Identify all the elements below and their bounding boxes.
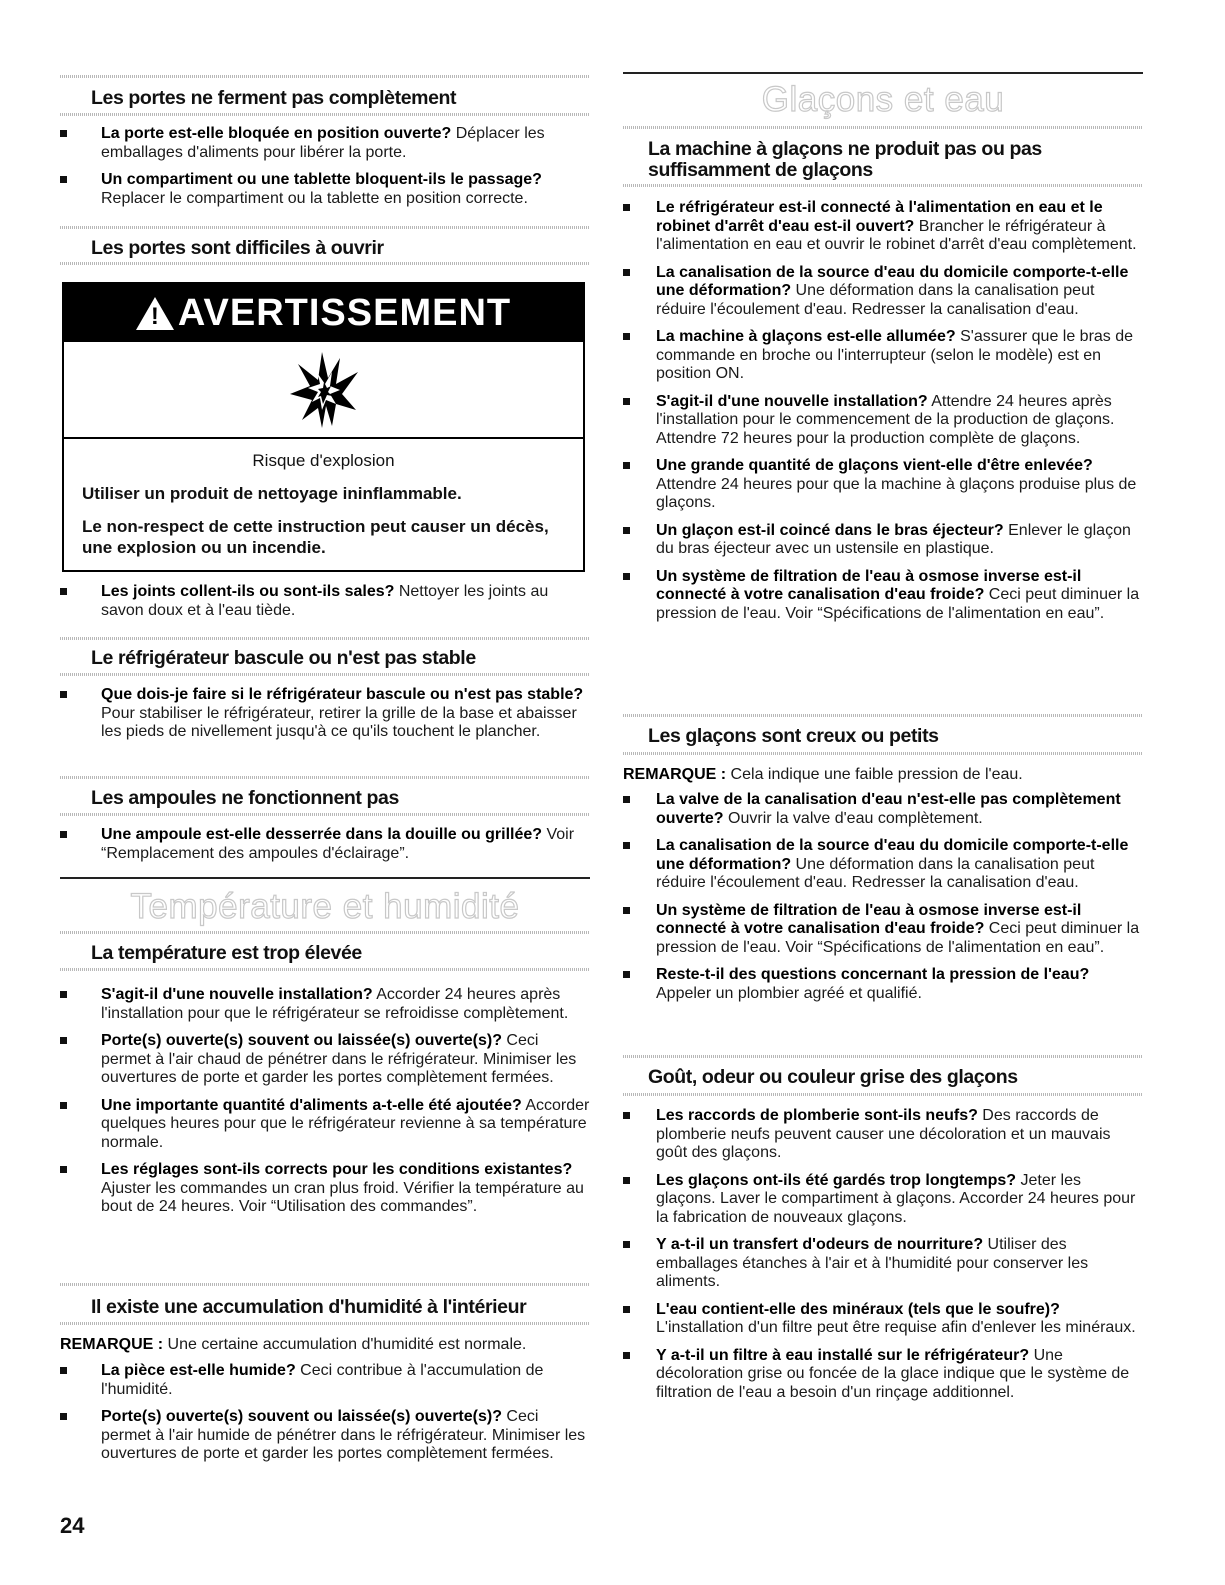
list-item: S'agit-il d'une nouvelle installation? Accorder 24 heures après l'installation pour que le réfrigérateur se refroidisse complètement. [60, 986, 590, 1023]
list-item: Y a-t-il un filtre à eau installé sur le réfrigérateur? Une décoloration grise ou foncée de la glace indique que le système de filtration de l'eau a besoin d'un rinçage additionnel. [623, 1347, 1143, 1403]
section-divider [60, 813, 590, 816]
list-item: La machine à glaçons est-elle allumée? S'assurer que le bras de commande en broche ou l'interrupteur (selon le modèle) est en position ON. [623, 328, 1143, 384]
bullet-icon [623, 1306, 630, 1313]
bullet-icon [60, 176, 67, 183]
warning-banner [64, 284, 583, 342]
bullet-icon [623, 971, 630, 978]
bullet-icon [60, 1367, 67, 1374]
section-divider [60, 226, 590, 229]
bullet-icon [623, 1177, 630, 1184]
section-divider [60, 931, 590, 934]
section-title-ice: Glaçons et eau [761, 80, 1005, 119]
heading-bulbs: Les ampoules ne fonctionnent pas [91, 787, 399, 809]
list-item: Une importante quantité d'aliments a-t-elle été ajoutée? Accorder quelques heures pour que le réfrigérateur revienne à sa température normale. [60, 1097, 590, 1153]
warning-triangle-icon: ! [136, 297, 174, 330]
list-item: Un système de filtration de l'eau à osmose inverse est-il connecté à votre canalisation d'eau froide? Ceci peut diminuer la pression de l'eau. Voir “Spécifications de l'alimentation en eau”. [623, 902, 1143, 958]
heading-fridge-tilts: Le réfrigérateur bascule ou n'est pas stable [91, 647, 476, 669]
bullet-icon [60, 1037, 67, 1044]
page-number: 24 [60, 1513, 85, 1538]
list-temp-too-high [60, 986, 590, 1217]
list-taste-odor [623, 1107, 1143, 1402]
warning-title: AVERTISSEMENT [177, 291, 512, 334]
section-divider [623, 1055, 1143, 1058]
section-divider [623, 1093, 1143, 1096]
bullet-icon [623, 462, 630, 469]
list-item: Reste-t-il des questions concernant la pression de l'eau? Appeler un plombier agréé et qualifié. [623, 966, 1143, 1003]
list-item: La porte est-elle bloquée en position ouverte? Déplacer les emballages d'aliments pour libérer la porte. [60, 125, 590, 162]
list-item: Le réfrigérateur est-il connecté à l'alimentation en eau et le robinet d'arrêt d'eau est-il ouvert? Brancher le réfrigérateur à l'alimentation en eau et ouvrir le robinet d'arrêt d'eau complètement. [623, 199, 1143, 255]
section-rule [623, 72, 1143, 74]
bullet-icon [60, 691, 67, 698]
warning-line: Utiliser un produit de nettoyage ininflammable. [82, 484, 462, 503]
bullet-icon [623, 269, 630, 276]
section-divider [60, 75, 590, 78]
list-item: Les joints collent-ils ou sont-ils sales? Nettoyer les joints au savon doux et à l'eau tiède. [60, 583, 590, 620]
list-item: La canalisation de la source d'eau du domicile comporte-t-elle une déformation? Une déformation dans la canalisation peut réduire l'écoulement d'eau. Redresser la canalisation d'eau. [623, 264, 1143, 320]
list-doors-hard-to-open [60, 583, 590, 620]
bullet-icon [623, 204, 630, 211]
bullet-icon [60, 991, 67, 998]
section-divider [60, 1322, 590, 1325]
list-item: La valve de la canalisation d'eau n'est-elle pas complètement ouverte? Ouvrir la valve d'eau complètement. [623, 791, 1143, 828]
bullet-icon [623, 842, 630, 849]
bullet-icon [60, 130, 67, 137]
bullet-icon [623, 1112, 630, 1119]
section-divider [60, 776, 590, 779]
heading-doors-hard-to-open: Les portes sont difficiles à ouvrir [91, 237, 384, 259]
section-divider [623, 714, 1143, 717]
bullet-icon [60, 831, 67, 838]
heading-humidity: Il existe une accumulation d'humidité à l'intérieur [91, 1296, 527, 1318]
section-rule [60, 877, 590, 879]
list-item: Les glaçons ont-ils été gardés trop longtemps? Jeter les glaçons. Laver le compartiment à glaçons. Accorder 24 heures pour la fabrication de nouveaux glaçons. [623, 1172, 1143, 1228]
section-divider [60, 968, 590, 971]
warning-risk: Risque d'explosion [252, 451, 395, 470]
list-doors-not-closing [60, 125, 590, 208]
section-divider [60, 637, 590, 640]
list-fridge-tilts [60, 686, 590, 742]
bullet-icon [623, 796, 630, 803]
list-item: Une grande quantité de glaçons vient-elle d'être enlevée? Attendre 24 heures pour que la machine à glaçons produise plus de glaçons. [623, 457, 1143, 513]
bullet-icon [60, 1413, 67, 1420]
section-divider [60, 1283, 590, 1286]
section-divider [623, 126, 1143, 129]
note: REMARQUE : Une certaine accumulation d'humidité est normale. [60, 1336, 527, 1353]
bullet-icon [60, 1166, 67, 1173]
list-item: Que dois-je faire si le réfrigérateur bascule ou n'est pas stable? Pour stabiliser le réfrigérateur, retirer la grille de la base et abaisser les pieds de nivellement jusqu'à ce qu'ils touchent le plancher. [60, 686, 590, 742]
list-item: Un glaçon est-il coincé dans le bras éjecteur? Enlever le glaçon du bras éjecteur avec un ustensile en plastique. [623, 522, 1143, 559]
heading-doors-not-closing: Les portes ne ferment pas complètement [91, 87, 457, 109]
list-item: Les réglages sont-ils corrects pour les conditions existantes? Ajuster les commandes un cran plus froid. Vérifier la température au bout de 24 heures. Voir “Utilisation des commandes”. [60, 1161, 590, 1217]
bullet-icon [60, 588, 67, 595]
list-item: La canalisation de la source d'eau du domicile comporte-t-elle une déformation? Une déformation dans la canalisation peut réduire l'écoulement d'eau. Redresser la canalisation d'eau. [623, 837, 1143, 893]
bullet-icon [623, 1352, 630, 1359]
section-divider [623, 184, 1143, 187]
bullet-icon [623, 907, 630, 914]
list-item: Un compartiment ou une tablette bloquent-ils le passage? Replacer le compartiment ou la tablette en position correcte. [60, 171, 590, 208]
section-divider [623, 752, 1143, 755]
heading-hollow-ice: Les glaçons sont creux ou petits [648, 725, 939, 747]
list-item: Y a-t-il un transfert d'odeurs de nourriture? Utiliser des emballages étanches à l'air et à l'humidité pour conserver les aliments. [623, 1236, 1143, 1292]
warning-line: Le non-respect de cette instruction peut causer un décès, une explosion ou un incendie. [82, 517, 549, 557]
section-divider [60, 113, 590, 116]
bullet-icon [623, 573, 630, 580]
bullet-icon [60, 1102, 67, 1109]
bullet-icon [623, 398, 630, 405]
list-item: La pièce est-elle humide? Ceci contribue à l'accumulation de l'humidité. [60, 1362, 590, 1399]
bullet-icon [623, 1241, 630, 1248]
list-hollow-ice [623, 791, 1143, 1003]
note: REMARQUE : Cela indique une faible pression de l'eau. [623, 766, 1023, 783]
list-item: L'eau contient-elle des minéraux (tels que le soufre)? L'installation d'un filtre peut être requise afin d'enlever les minéraux. [623, 1301, 1143, 1338]
section-title-temperature: Température et humidité [130, 887, 520, 926]
list-item: Les raccords de plomberie sont-ils neufs? Des raccords de plomberie neufs peuvent causer une décoloration et un mauvais goût des glaçons. [623, 1107, 1143, 1163]
list-item: Un système de filtration de l'eau à osmose inverse est-il connecté à votre canalisation d'eau froide? Ceci peut diminuer la pression de l'eau. Voir “Spécifications de l'alimentation en eau”. [623, 568, 1143, 624]
heading-no-ice: La machine à glaçons ne produit pas ou pas suffisamment de glaçons [648, 138, 1042, 181]
list-no-ice [623, 199, 1143, 623]
section-divider [60, 673, 590, 676]
warning-box [62, 282, 585, 572]
section-divider [60, 262, 590, 265]
list-item: Porte(s) ouverte(s) souvent ou laissée(s) ouverte(s)? Ceci permet à l'air humide de pénétrer dans le réfrigérateur. Minimiser les ouvertures de porte et garder les portes complètement fermées. [60, 1408, 590, 1464]
list-bulbs [60, 826, 590, 863]
bullet-icon [623, 527, 630, 534]
list-item: Porte(s) ouverte(s) souvent ou laissée(s) ouverte(s)? Ceci permet à l'air chaud de pénétrer dans le réfrigérateur. Minimiser les ouvertures de porte et garder les portes complètement fermées. [60, 1032, 590, 1088]
list-item: S'agit-il d'une nouvelle installation? Attendre 24 heures après l'installation pour le commencement de la production de glaçons. Attendre 72 heures pour la production complète de glaçons. [623, 393, 1143, 449]
bullet-icon [623, 333, 630, 340]
list-item: Une ampoule est-elle desserrée dans la douille ou grillée? Voir “Remplacement des ampoules d'éclairage”. [60, 826, 590, 863]
heading-temp-too-high: La température est trop élevée [91, 942, 362, 964]
heading-taste-odor: Goût, odeur ou couleur grise des glaçons [648, 1066, 1018, 1088]
explosion-icon [288, 350, 360, 430]
list-humidity [60, 1362, 590, 1464]
